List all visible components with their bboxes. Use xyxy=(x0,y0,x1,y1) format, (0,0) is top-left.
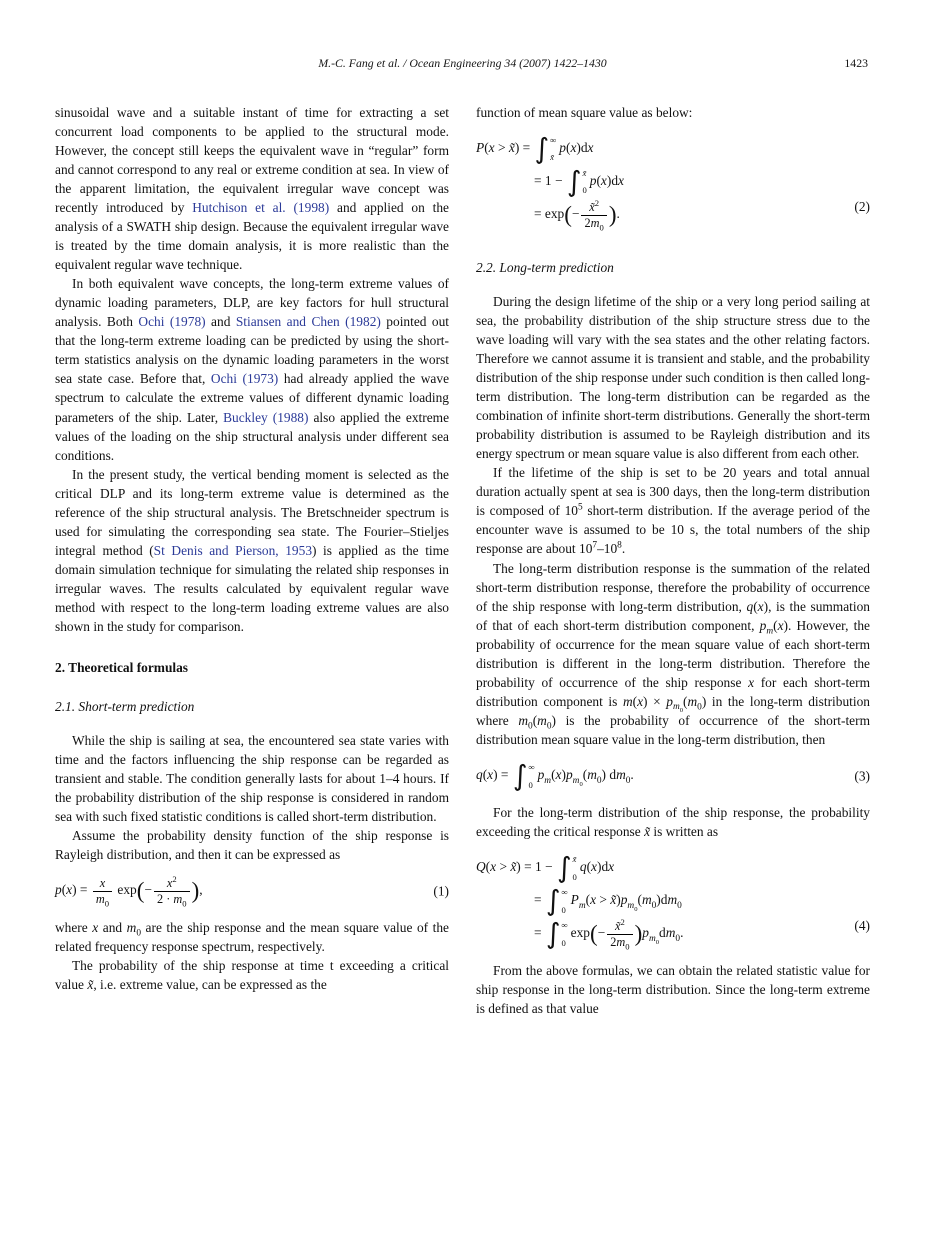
paragraph: From the above formulas, we can obtain the related statistic value for ship response in the long-term distribution. Since the long-term extreme is defined as that value xyxy=(476,963,870,1017)
paragraph: Assume the probability density function of the ship response is Rayleigh distribution, and then it can be expressed as xyxy=(55,828,449,863)
section-heading: 2. Theoretical formulas xyxy=(55,659,189,675)
equation-number: (1) xyxy=(433,883,449,899)
running-header xyxy=(55,56,870,71)
paragraph: sinusoidal wave and a suitable instant of time for extracting a set concurrent load components to be applied to the structural mode. However, the concept still keeps the equivalent wave in “regular” form and cannot correspond to any real or extreme condition at sea. In view of the apparent limitation, the equivalent irregular wave concept was recently introduced by Hutchison et al. (1998) and applied on the analysis of a SWATH ship design. Because the equivalent irregular wave is treated by the time domain analysis, it is more realistic than the equivalent regular wave technique. xyxy=(55,105,450,273)
subsection-heading: 2.2. Long-term prediction xyxy=(476,260,614,276)
two-column-body xyxy=(55,103,870,1018)
citation-link[interactable]: Stiansen and Chen (1982) xyxy=(235,314,381,330)
paragraph: If the lifetime of the ship is set to be 20 years and total annual duration actually spent at sea is 300 days, then the long-term distribution is composed of $10^5$ short-term distribution. If the average period of the encounter wave is assumed to be 10 s, the total numbers of the ship response are about $10^7-10^8$. xyxy=(476,465,870,557)
equation-line: P(x > x̃) = ∫ ∞ x̃ p(x)dx xyxy=(476,131,594,165)
paragraph: In both equivalent wave concepts, the long-term extreme values of dynamic loading parameters, DLP, are key factors for hull structural analysis. Both Ochi (1978) and Stiansen and Chen (1982) pointed out that the long-term extreme loading can be predicted by using the short-term statistics analysis on the dynamic loading parameters in the worst sea state case. Before that, Ochi (1973) had already applied the wave spectrum to calculate the extreme values of different dynamic loading parameters of the ship. Later, Buckley (1988) also applied the extreme values of the loading on the ship structural analysis under different sea conditions. xyxy=(55,276,450,463)
citation-link[interactable]: Ochi (1978) xyxy=(138,314,206,330)
equation-line: = 1 − ∫ x̃ 0 p(x)dx xyxy=(534,164,624,198)
equation-line: = ∫ ∞ 0 $P_m(x$ > $x̃)p_{m_0}(m_0)dm_0$ xyxy=(534,884,682,918)
equation-1 xyxy=(55,874,449,909)
paragraph: The probability of the ship response at time t exceeding a critical value x̃, i.e. extreme value, can be expressed as the xyxy=(55,958,449,993)
journal-citation: M.-C. Fang et al. / Ocean Engineering 34 (2007) 1422–1430 xyxy=(318,56,607,70)
paragraph: For the long-term distribution of the ship response, the probability exceeding the critical response x̃ is written as xyxy=(476,805,870,840)
column-left xyxy=(55,103,449,1018)
citation-link[interactable]: Buckley (1988) xyxy=(223,409,309,425)
paragraph: function of mean square value as below: xyxy=(476,105,693,120)
paragraph: In the present study, the vertical bending moment is selected as the critical DLP and its long-term extreme value is determined as the reference of the ship structural analysis. The Bretschneider spectrum is used for simulating the corresponding sea state. The Fourier–Stieljes integral method (St Denis and Pierson, 1953) is applied as the time domain simulation technique for simulating the related ship responses in irregular waves. The results calculated by equivalent regular wave method with respect to the long-term loading extreme values are also shown in the study for comparison. xyxy=(55,466,450,634)
equation-3 xyxy=(476,761,870,791)
column-right xyxy=(476,103,870,1018)
citation-link[interactable]: Hutchison et al. (1998) xyxy=(192,200,330,216)
equation-2 xyxy=(476,131,870,232)
paragraph: During the design lifetime of the ship or a very long period sailing at sea, the probability distribution of the ship structure stress due to the wave loading will vary with the sea states and the other relating factors. Therefore we cannot assume it is transient and stable, and the probability distribution of the ship response under such condition is then called long-term distribution. The long-term distribution can be regarded as the combination of infinite short-term distributions. Generally the short-term probability distribution is assumed to be Rayleigh distribution and its energy spectrum or mean square value is also different from each other. xyxy=(476,294,870,462)
equation-line: = ∫ ∞ 0 exp(− $\frac{x̃^2}{2m_0}$ )$p_{m_0}dm_0$. xyxy=(534,917,684,952)
paragraph: The long-term distribution response is the summation of the related short-term distribution response, therefore the probability of occurrence of the ship response with long-term distribution, q(x), is the summation of that of each short-term distribution component, $p_m(x)$. However, the probability of occurrence for the mean square value of each short-term distribution is different in the long-term distribution. Therefore the probability of occurrence of the ship response x for each short-term distribution component is $m(x) \times p_{m_0}(m_0)$ in the long-term distribution where $m_0(m_0)$ is the probability of occurrence of the short-term distribution mean square value in the long-term distribution, then xyxy=(476,560,871,748)
equation-number: (4) xyxy=(854,918,870,934)
equation-number: (2) xyxy=(854,199,870,214)
paragraph: While the ship is sailing at sea, the encountered sea state varies with time and the factors influencing the ship response can be regarded as transient and stable. The condition generally lasts for about 1–4 hours. If the probability distribution of the ship response is considered in random sea with such fixed statistic conditions is called short-term distribution. xyxy=(55,732,449,825)
equation-line: Q(x > x̃) = 1 − ∫ x̃ 0 q(x)dx xyxy=(476,851,615,885)
equation-4 xyxy=(476,851,870,952)
citation-link[interactable]: St Denis and Pierson, 1953 xyxy=(153,542,313,558)
equation-line: q(x) = ∫ ∞ 0 $p_m(x)p_{m_0}(m_0)$ $dm_0$. xyxy=(476,759,634,793)
paragraph: where x and $m_0$ are the ship response and the mean square value of the related frequency response spectrum, respectively. xyxy=(55,920,450,955)
page-number: 1423 xyxy=(844,56,868,70)
equation-number: (3) xyxy=(854,768,870,784)
equation-line: p(x) = $\frac{x}{m_0}$ exp(− $\frac{x^2}{2 \cdot m_0}$ ), xyxy=(55,874,203,909)
citation-link[interactable]: Ochi (1973) xyxy=(210,371,279,387)
equation-line: = exp(− $\frac{x̃^2}{2m_0}$ ). xyxy=(534,197,620,232)
subsection-heading: 2.1. Short-term prediction xyxy=(55,698,195,714)
